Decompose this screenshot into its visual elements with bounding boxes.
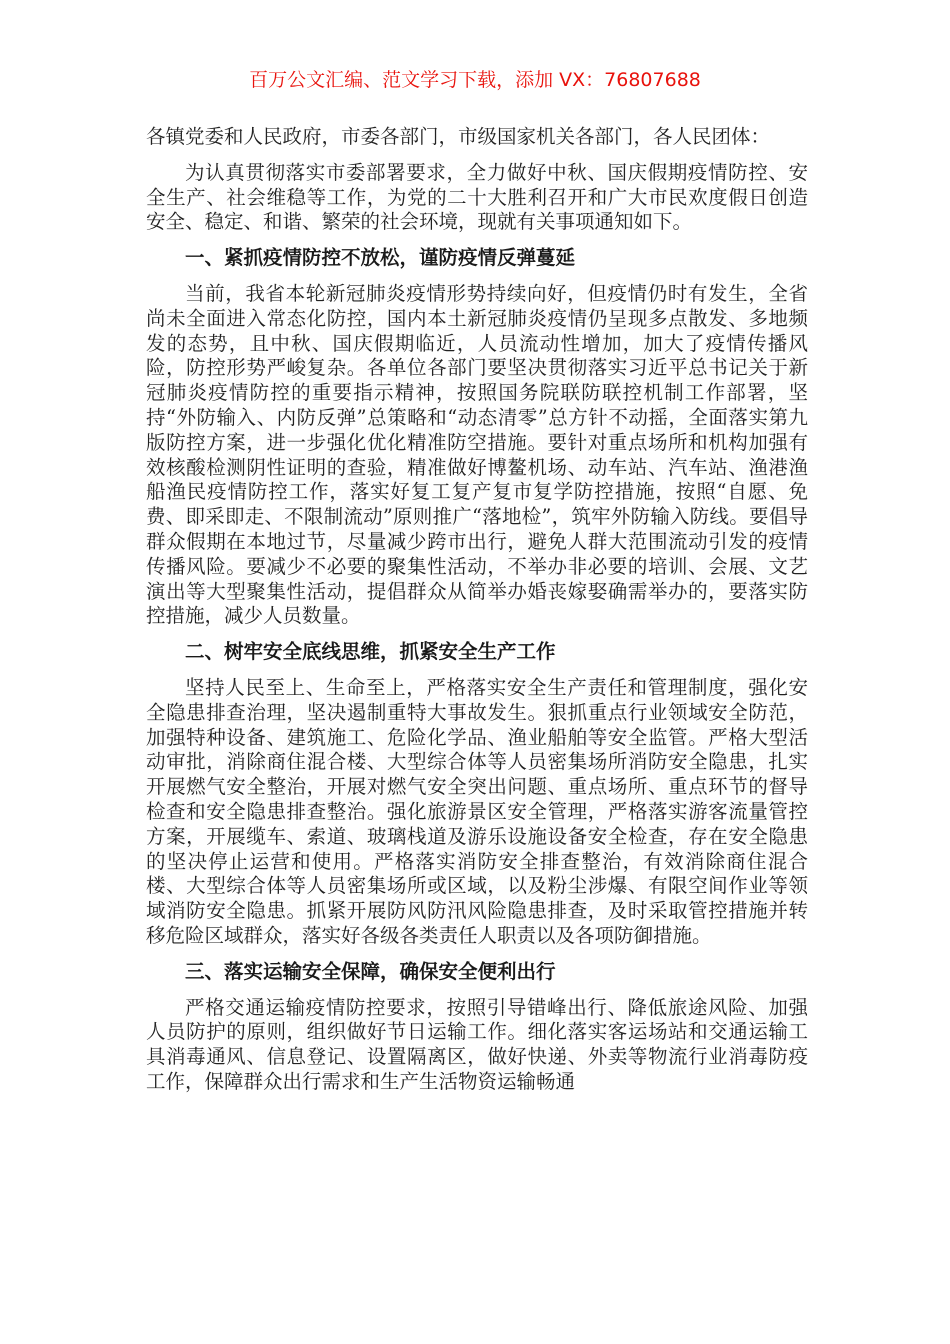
section-heading-2: 二、树牢安全底线思维，抓紧安全生产工作	[185, 640, 556, 664]
section-paragraph-3: 严格交通运输疫情防控要求，按照引导错峰出行、降低旅途风险、加强人员防护的原则，组织做好节日运输工作。细化落实客运场站和交通运输工具消毒通风、信息登记、设置隔离区，做好快递、外卖等物流行业消毒防疫工作，保障群众出行需求和生产生活物资运输畅通	[146, 995, 808, 1093]
salutation: 各镇党委和人民政府，市委各部门，市级国家机关各部门，各人民团体：	[146, 125, 771, 148]
section-paragraph-2: 坚持人民至上、生命至上，严格落实安全生产责任和管理制度，强化安全隐患排查治理，坚决遏制重特大事故发生。狠抓重点行业领域安全防范，加强特种设备、建筑施工、危险化学品、渔业船舶等安全监管。严格大型活动审批，消除商住混合楼、大型综合体等人员密集场所消防安全隐患，扎实开展燃气安全整治，开展对燃气安全突出问题、重点场所、重点环节的督导检查和安全隐患排查整治。强化旅游景区安全管理，严格落实游客流量管控方案，开展缆车、索道、玻璃栈道及游乐设施设备安全检查，存在安全隐患的坚决停止运营和使用。严格落实消防安全排查整治，有效消除商住混合楼、大型综合体等人员密集场所或区域，以及粉尘涉爆、有限空间作业等领域消防安全隐患。抓紧开展防风防汛风险隐患排查，及时采取管控措施并转移危险区域群众，落实好各级各类责任人职责以及各项防御措施。	[146, 675, 808, 947]
document-body	[146, 125, 808, 1106]
section-paragraph-1: 当前，我省本轮新冠肺炎疫情形势持续向好，但疫情仍时有发生，全省尚未全面进入常态化防控，国内本土新冠肺炎疫情仍呈现多点散发、多地频发的态势，且中秋、国庆假期临近，人员流动性增加，加大了疫情传播风险，防控形势严峻复杂。各单位各部门要坚决贯彻落实习近平总书记关于新冠肺炎疫情防控的重要指示精神，按照国务院联防联控机制工作部署，坚持“外防输入、内防反弹”总策略和“动态清零”总方针不动摇，全面落实第九版防控方案，进一步强化优化精准防空措施。要针对重点场所和机构加强有效核酸检测阴性证明的查验，精准做好博鳌机场、动车站、汽车站、渔港渔船渔民疫情防控工作，落实好复工复产复市复学防控措施，按照“自愿、免费、即采即走、不限制流动”原则推广“落地检”，筑牢外防输入防线。要倡导群众假期在本地过节，尽量减少跨市出行，避免人群大范围流动引发的疫情传播风险。要减少不必要的聚集性活动，不举办非必要的培训、会展、文艺演出等大型聚集性活动，提倡群众从简举办婚丧嫁娶确需举办的，要落实防控措施，减少人员数量。	[146, 281, 808, 628]
promo-banner: 百万公文汇编、范文学习下载，添加 VX：76807688	[249, 69, 701, 91]
intro-paragraph: 为认真贯彻落实市委部署要求，全力做好中秋、国庆假期疫情防控、安全生产、社会维稳等工作，为党的二十大胜利召开和广大市民欢度假日创造安全、稳定、和谐、繁荣的社会环境，现就有关事项通知如下。	[146, 160, 808, 234]
section-heading-1: 一、紧抓疫情防控不放松，谨防疫情反弹蔓延	[185, 246, 576, 270]
section-heading-3: 三、落实运输安全保障，确保安全便利出行	[185, 959, 556, 983]
